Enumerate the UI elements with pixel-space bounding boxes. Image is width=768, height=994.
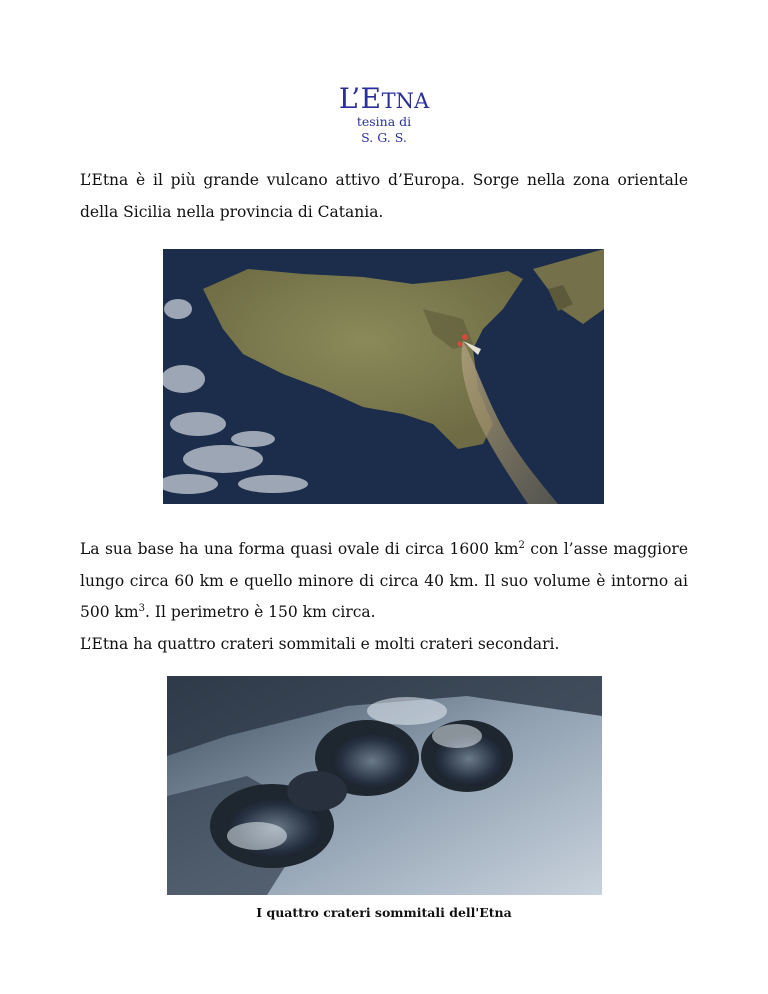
body-text-3: . Il perimetro è 150 km circa. bbox=[144, 603, 376, 621]
body-paragraph-last-line: L’Etna ha quattro crateri sommitali e molti crateri secondari. bbox=[80, 635, 560, 653]
subtitle-line-1: tesina di bbox=[356, 114, 412, 129]
sicily-satellite-image bbox=[163, 249, 604, 504]
superscript-3: 3 bbox=[138, 602, 145, 614]
figure-caption: I quattro crateri sommitali dell'Etna bbox=[256, 905, 512, 920]
intro-paragraph: L’Etna è il più grande vulcano attivo d’Europa. Sorge nella zona orientale della Sicilia nella provincia di Catania. bbox=[80, 171, 688, 221]
subtitle-author: S. G. S. bbox=[361, 130, 407, 145]
body-text-2: con l’asse maggiore lungo circa 60 km e quello minore di circa 40 km. Il suo volume è intorno ai 500 km bbox=[80, 540, 689, 621]
title-smallcaps: TNA bbox=[381, 89, 430, 113]
page-title bbox=[0, 82, 768, 115]
body-paragraph bbox=[80, 534, 688, 629]
body-text-1: La sua base ha una forma quasi ovale di circa 1600 km bbox=[80, 540, 519, 558]
title-prefix: L’E bbox=[338, 82, 382, 115]
summit-craters-image bbox=[167, 676, 602, 895]
superscript-2: 2 bbox=[518, 539, 525, 551]
